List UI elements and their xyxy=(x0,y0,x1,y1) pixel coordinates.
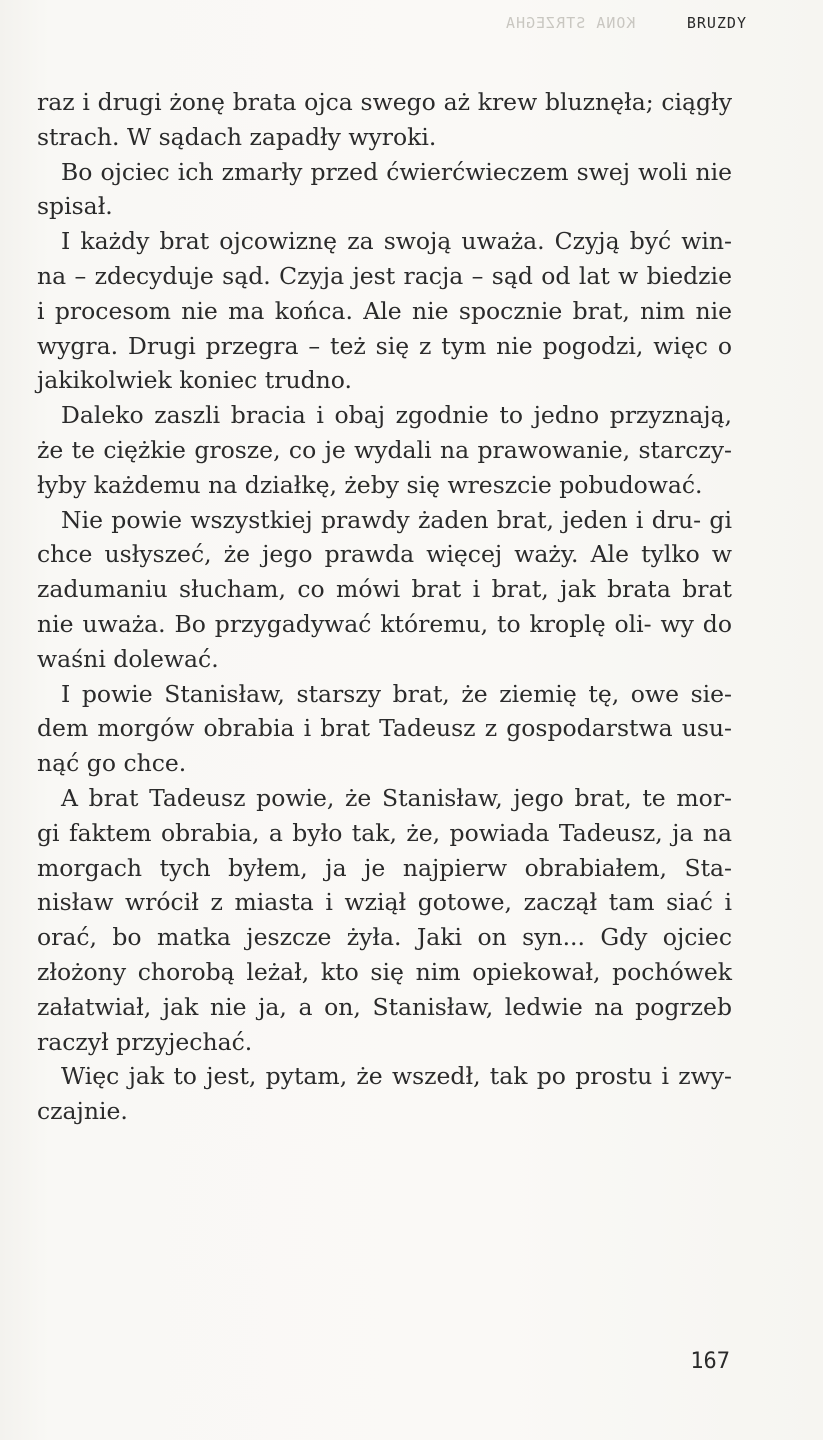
paragraph-8: Więc jak to jest, pytam, że wszedł, tak po prostu i zwy- czajnie. xyxy=(37,1062,732,1126)
paragraph-1: raz i drugi żonę brata ojca swego aż krew bluznęła; ciągły strach. W sądach zapadły wyroki. xyxy=(37,88,732,151)
paragraph-3: I każdy brat ojcowiznę za swoją uważa. Czyją być win- na – zdecyduje sąd. Czyja jest racja – sąd od lat w biedzie i procesom nie ma końca. Ale nie spocznie brat, nim nie wygra. Drugi przegra – też się z tym nie pogodzi, więc o jakikolwiek koniec trudno. xyxy=(37,227,732,395)
running-head: BRUZDY xyxy=(686,14,747,32)
paragraph-2: Bo ojciec ich zmarły przed ćwierćwieczem swej woli nie spisał. xyxy=(37,157,732,221)
page-number: 167 xyxy=(690,1349,730,1374)
bleed-through-heading: KONA STRZEGHA xyxy=(505,14,636,32)
paragraph-5: Nie powie wszystkiej prawdy żaden brat, jeden i dru- gi chce usłyszeć, że jego prawda więcej waży. Ale tylko w zadumaniu słucham, co mówi brat i brat, jak brata brat nie uważa. Bo przygadywać któremu, to kroplę oli- wy do waśni dolewać. xyxy=(37,505,732,673)
paragraph-4: Daleko zaszli bracia i obaj zgodnie to jedno przyznają, że te ciężkie grosze, co je wydali na prawowanie, starczy- łyby każdemu na działkę, żeby się wreszcie pobudować. xyxy=(37,401,732,499)
paragraph-7: A brat Tadeusz powie, że Stanisław, jego brat, te mor- gi faktem obrabia, a było tak, że, powiada Tadeusz, ja na morgach tych byłem, ja je najpierw obrabiałem, Sta- nisław wrócił z miasta i wziął gotowe, zaczął tam siać i orać, bo matka jeszcze żyła. Jaki on syn... Gdy ojciec złożony chorobą leżał, kto się nim opiekował, pochówek załatwiał, jak nie ja, a on, Stanisław, ledwie na pogrzeb raczył przyjechać. xyxy=(37,783,732,1056)
paragraph-6: I powie Stanisław, starszy brat, że ziemię tę, owe sie- dem morgów obrabia i brat Tadeusz z gospodarstwa usu- nąć go chce. xyxy=(37,679,732,778)
body-text xyxy=(37,85,732,1129)
